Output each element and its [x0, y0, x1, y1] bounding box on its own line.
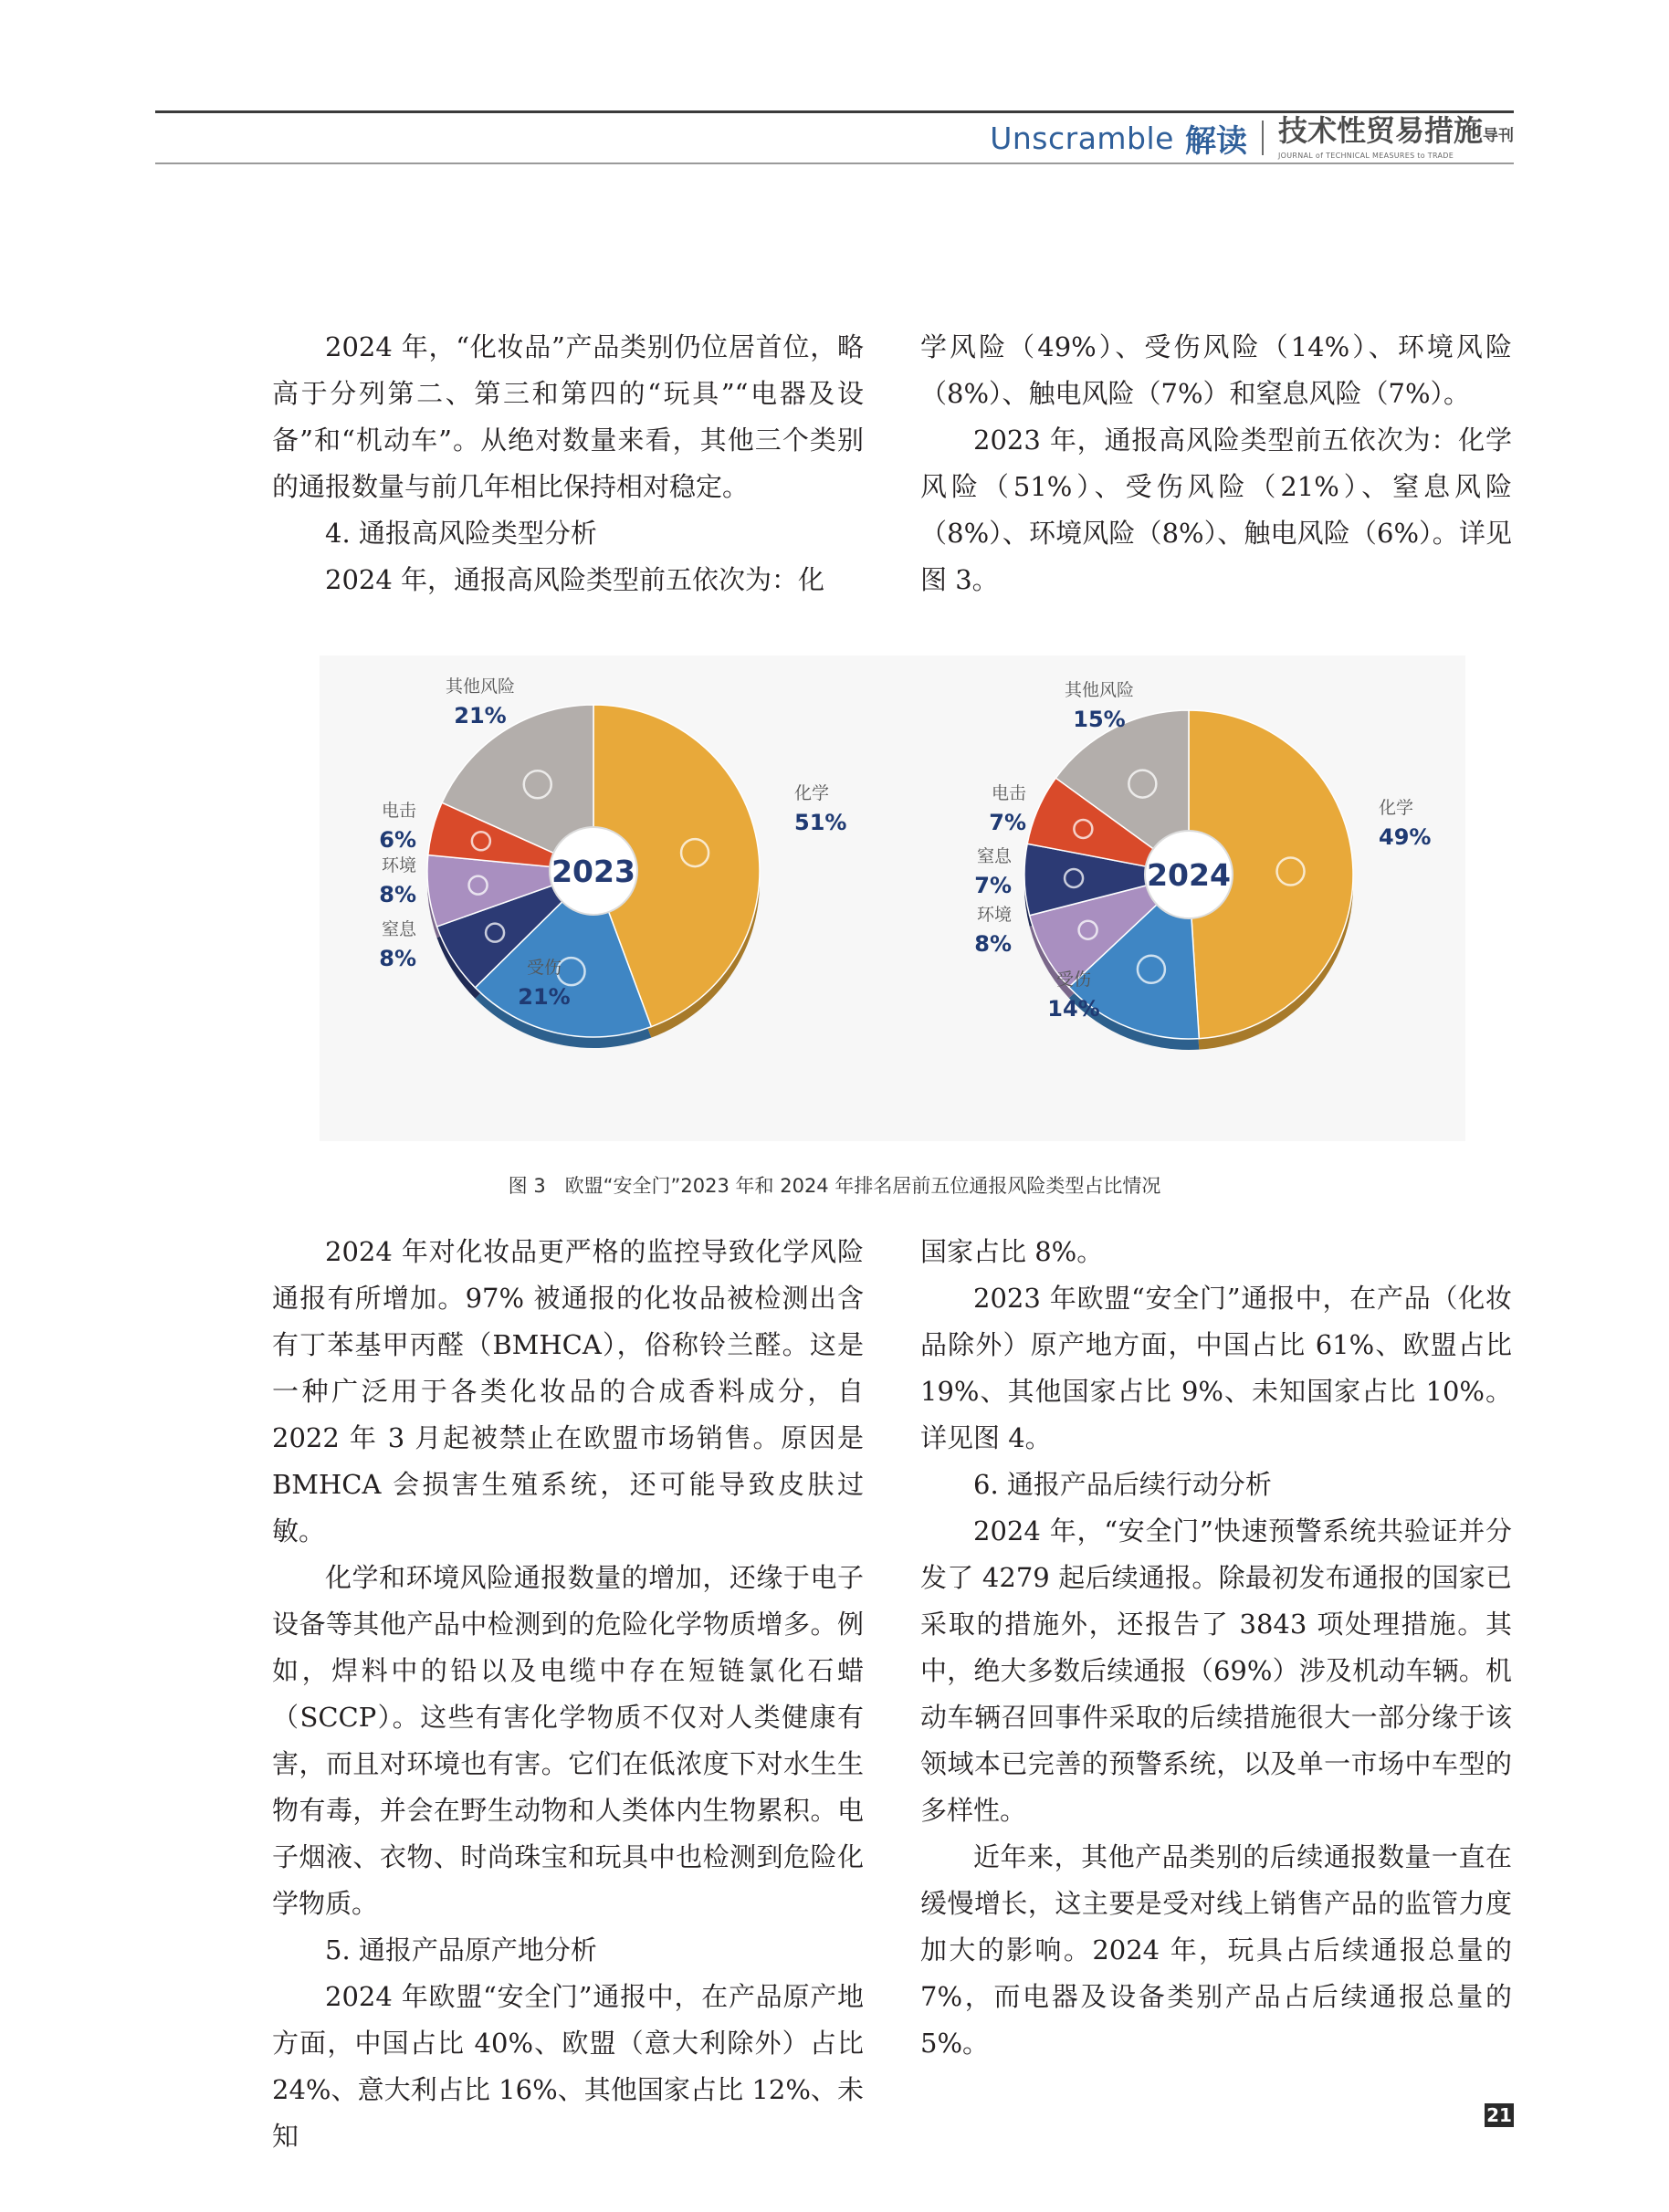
- paragraph: 5. 通报产品原产地分析: [325, 1934, 597, 1966]
- journal-title-cn: 技术性贸易措施导刊: [1277, 113, 1514, 148]
- pie-chart-2023: [379, 676, 846, 1048]
- paragraph: 2024 年，“化妆品”产品类别仍位居首位，略高于分列第二、第三和第四的“玩具”“电器及设备”和“机动车”。从绝对数量来看，其他三个类别的通报数量与前几年相比保持相对稳定。: [272, 331, 864, 502]
- figure-3: [320, 655, 1465, 1141]
- slice-category-label: 其他风险: [1064, 680, 1135, 700]
- paragraph: 国家占比 8%。: [920, 1236, 1104, 1267]
- year-badge-label: 2024: [1147, 857, 1231, 893]
- section-label-cn: 解读: [1184, 122, 1247, 160]
- paragraph: 学风险（49%）、受伤风险（14%）、环境风险（8%）、触电风险（7%）和窒息风险（7%）。: [920, 331, 1512, 409]
- slice-category-label: 化学: [794, 783, 830, 803]
- slice-percent-label: 8%: [974, 931, 1012, 957]
- paragraph: 4. 通报高风险类型分析: [325, 518, 597, 549]
- header-separator: [1262, 121, 1264, 155]
- figure-caption: 图 3 欧盟“安全门”2023 年和 2024 年排名居前五位通报风险类型占比情况: [508, 1175, 1161, 1197]
- year-badge-label: 2023: [551, 854, 635, 889]
- header-rule-bottom: [155, 162, 1514, 164]
- pie-chart-2024: [974, 680, 1431, 1050]
- body-column-bottom-left: [272, 1229, 864, 2160]
- slice-percent-label: 7%: [989, 810, 1026, 835]
- body-column-top-left: [272, 324, 864, 603]
- page-number: 21: [1485, 2103, 1514, 2127]
- paragraph: 2023 年，通报高风险类型前五依次为：化学风险（51%）、受伤风险（21%）、窒息风险（8%）、环境风险（8%）、触电风险（6%）。详见图 3。: [920, 425, 1512, 595]
- figure-3-charts: [320, 655, 1465, 1141]
- slice-category-label: 其他风险: [445, 676, 516, 697]
- slice-percent-label: 21%: [454, 703, 507, 729]
- paragraph: 近年来，其他产品类别的后续通报数量一直在缓慢增长，这主要是受对线上销售产品的监管力度加大的影响。2024 年，玩具占后续通报总量的 7%，而电器及设备类别产品占后续通报总量的 5%。: [920, 1841, 1512, 2059]
- slice-category-label: 电击: [381, 801, 416, 821]
- slice-percent-label: 8%: [379, 882, 416, 907]
- slice-percent-label: 51%: [794, 810, 847, 835]
- slice-percent-label: 15%: [1073, 707, 1126, 732]
- paragraph: 化学和环境风险通报数量的增加，还缘于电子设备等其他产品中检测到的危险化学物质增多。例如，焊料中的铅以及电缆中存在短链氯化石蜡（SCCP）。这些有害化学物质不仅对人类健康有害，而且对环境也有害。它们在低浓度下对水生生物有毒，并会在野生动物和人类体内生物累积。电子烟液、衣物、时尚珠宝和玩具中也检测到危险化学物质。: [272, 1562, 864, 1919]
- paragraph: 2024 年欧盟“安全门”通报中，在产品原产地方面，中国占比 40%、欧盟（意大利除外）占比 24%、意大利占比 16%、其他国家占比 12%、未知: [272, 1981, 864, 2152]
- slice-category-label: 电击: [991, 783, 1026, 803]
- paragraph: 6. 通报产品后续行动分析: [973, 1469, 1272, 1500]
- slice-percent-label: 49%: [1379, 824, 1432, 850]
- paragraph: 2024 年，通报高风险类型前五依次为：化: [325, 564, 825, 595]
- slice-category-label: 受伤: [1055, 970, 1092, 990]
- running-header: [990, 113, 1514, 160]
- journal-title-en: JOURNAL of TECHNICAL MEASURES to TRADE: [1277, 152, 1454, 160]
- paragraph: 2024 年对化妆品更严格的监控导致化学风险通报有所增加。97% 被通报的化妆品被检测出含有丁苯基甲丙醛（BMHCA），俗称铃兰醛。这是一种广泛用于各类化妆品的合成香料成分，自 2022 年 3 月起被禁止在欧盟市场销售。原因是 BMHCA 会损害生殖系统，还可能导致皮肤过敏。: [272, 1236, 864, 1546]
- slice-percent-label: 14%: [1047, 996, 1100, 1022]
- slice-category-label: 环境: [976, 905, 1012, 925]
- section-label-en: Unscramble: [990, 120, 1174, 156]
- body-column-bottom-right: [920, 1229, 1512, 2067]
- slice-category-label: 窒息: [381, 919, 416, 939]
- slice-category-label: 窒息: [976, 846, 1012, 866]
- slice-percent-label: 21%: [518, 984, 571, 1010]
- slice-percent-label: 8%: [379, 946, 416, 971]
- journal-logo: [1278, 115, 1514, 161]
- slice-percent-label: 7%: [974, 873, 1012, 898]
- slice-category-label: 环境: [381, 855, 416, 875]
- slice-category-label: 受伤: [526, 958, 562, 978]
- paragraph: 2023 年欧盟“安全门”通报中，在产品（化妆品除外）原产地方面，中国占比 61%、欧盟占比 19%、其他国家占比 9%、未知国家占比 10%。详见图 4。: [920, 1283, 1512, 1453]
- paragraph: 2024 年，“安全门”快速预警系统共验证并分发了 4279 起后续通报。除最初发布通报的国家已采取的措施外，还报告了 3843 项处理措施。其中，绝大多数后续通报（69%）涉及机动车辆。机动车辆召回事件采取的后续措施很大一部分缘于该领域本已完善的预警系统，以及单一市场中车型的多样性。: [920, 1515, 1512, 1826]
- slice-category-label: 化学: [1379, 798, 1414, 818]
- slice-percent-label: 6%: [379, 827, 416, 853]
- body-column-top-right: [920, 324, 1512, 603]
